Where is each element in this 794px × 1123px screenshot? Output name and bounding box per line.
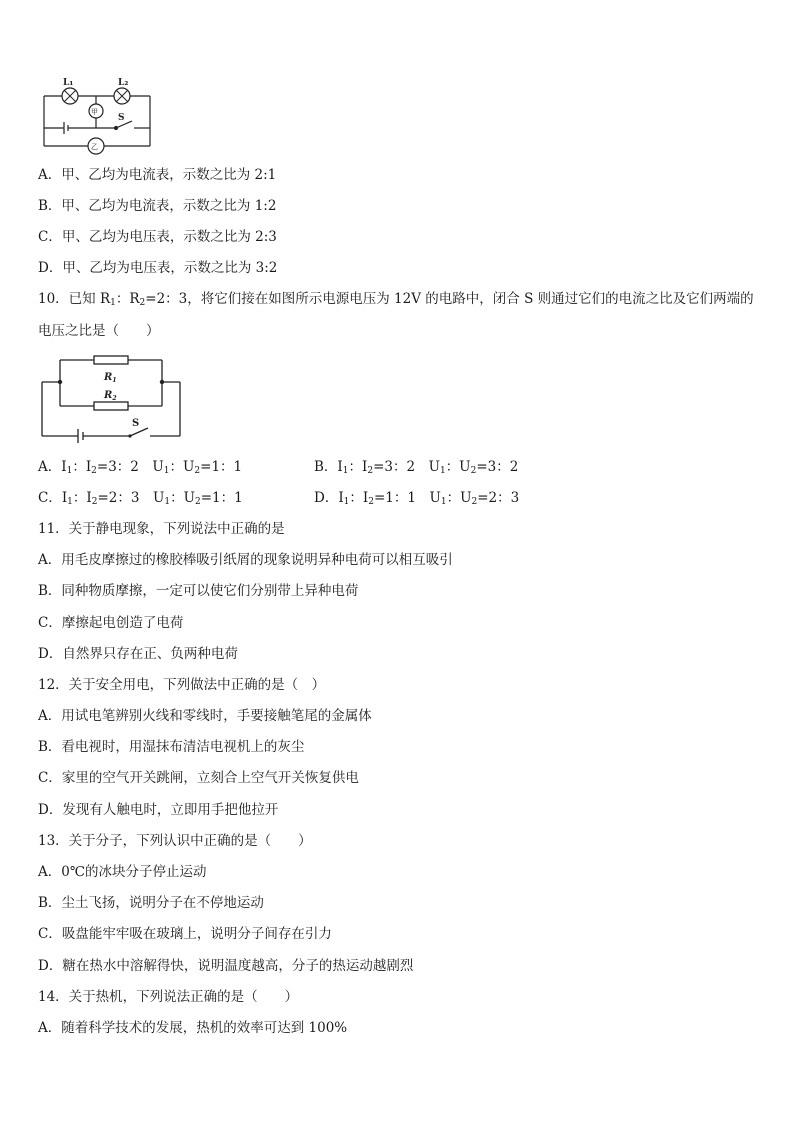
q9-option-b: B．甲、乙均为电流表，示数之比为 1:2 (38, 198, 277, 214)
q9-meter-bottom-label: 乙 (91, 143, 98, 151)
q13-option-d: D．糖在热水中溶解得快，说明温度越高，分子的热运动越剧烈 (38, 958, 414, 974)
q10-option-b: B．$I_1$：$I_2=3$：2 $U_1$：$U_2=3$：2 (314, 459, 519, 476)
q10-stem-mid: ：R (115, 291, 140, 307)
q9-switch-label: S (118, 113, 125, 123)
q14-stem: 14．关于热机，下列说法正确的是（ ） (38, 989, 299, 1005)
q9-option-a: A．甲、乙均为电流表，示数之比为 2:1 (38, 167, 277, 183)
q10-option-a: A．$I_1$：$I_2=3$：2 $U_1$：$U_2=1$：1 (38, 459, 243, 476)
q9-label-l2: L₂ (118, 78, 129, 88)
q11-option-d: D．自然界只存在正、负两种电荷 (38, 646, 238, 662)
q10-label-r2: $R_2$ (104, 390, 117, 402)
q13-option-b: B．尘土飞扬，说明分子在不停地运动 (38, 895, 264, 911)
q13-option-c: C．吸盘能牢牢吸在玻璃上，说明分子间存在引力 (38, 926, 332, 942)
q9-meter-top-label: 甲 (91, 108, 98, 116)
q10-option-d: D．$I_1$：$I_2=1$：1 $U_1$：$U_2=2$：3 (314, 490, 520, 507)
q13-option-a: A．0℃的冰块分子停止运动 (38, 864, 207, 880)
q10-stem-sub1: 1 (110, 298, 116, 308)
q9-circuit-diagram (38, 74, 158, 156)
q10-stem-prefix: 10．已知 R (38, 291, 111, 307)
q11-option-c: C．摩擦起电创造了电荷 (38, 615, 184, 631)
q10-stem-line2: 电压之比是（ ） (38, 323, 160, 339)
q10-switch-label: S (132, 418, 140, 429)
q10-stem-rest: =2：3，将它们接在如图所示电源电压为 12V 的电路中，闭合 S 则通过它们的电流之比及它们两端的 (145, 291, 754, 307)
q9-label-l1: L₁ (63, 78, 74, 88)
q10-stem-line1 (38, 290, 754, 312)
q10-circuit-svg (38, 350, 186, 444)
q13-stem: 13．关于分子，下列认识中正确的是（ ） (38, 833, 312, 849)
q12-option-b: B．看电视时，用湿抹布清洁电视机上的灰尘 (38, 739, 305, 755)
q10-stem-sub2: 2 (139, 298, 146, 308)
q10-option-c: C．$I_1$：$I_2=2$：3 $U_1$：$U_2=1$：1 (38, 490, 243, 507)
q11-option-a: A．用毛皮摩擦过的橡胶棒吸引纸屑的现象说明异种电荷可以相互吸引 (38, 552, 453, 568)
q12-option-a: A．用试电笔辨别火线和零线时，手要接触笔尾的金属体 (38, 708, 372, 724)
q12-option-d: D．发现有人触电时，立即用手把他拉开 (38, 802, 279, 818)
q11-stem: 11．关于静电现象，下列说法中正确的是 (38, 521, 285, 537)
q12-stem: 12．关于安全用电，下列做法中正确的是（ ） (38, 677, 326, 693)
q11-option-b: B．同种物质摩擦，一定可以使它们分别带上异种电荷 (38, 583, 359, 599)
q10-circuit-diagram (38, 350, 186, 444)
q9-circuit-svg (38, 74, 158, 156)
q9-option-d: D．甲、乙均为电压表，示数之比为 3:2 (38, 260, 278, 276)
q12-option-c: C．家里的空气开关跳闸，立刻合上空气开关恢复供电 (38, 770, 359, 786)
q14-option-a: A．随着科学技术的发展，热机的效率可达到 100% (38, 1020, 348, 1036)
q10-label-r1: $R_1$ (104, 372, 117, 384)
q9-option-c: C．甲、乙均为电压表，示数之比为 2:3 (38, 229, 277, 245)
